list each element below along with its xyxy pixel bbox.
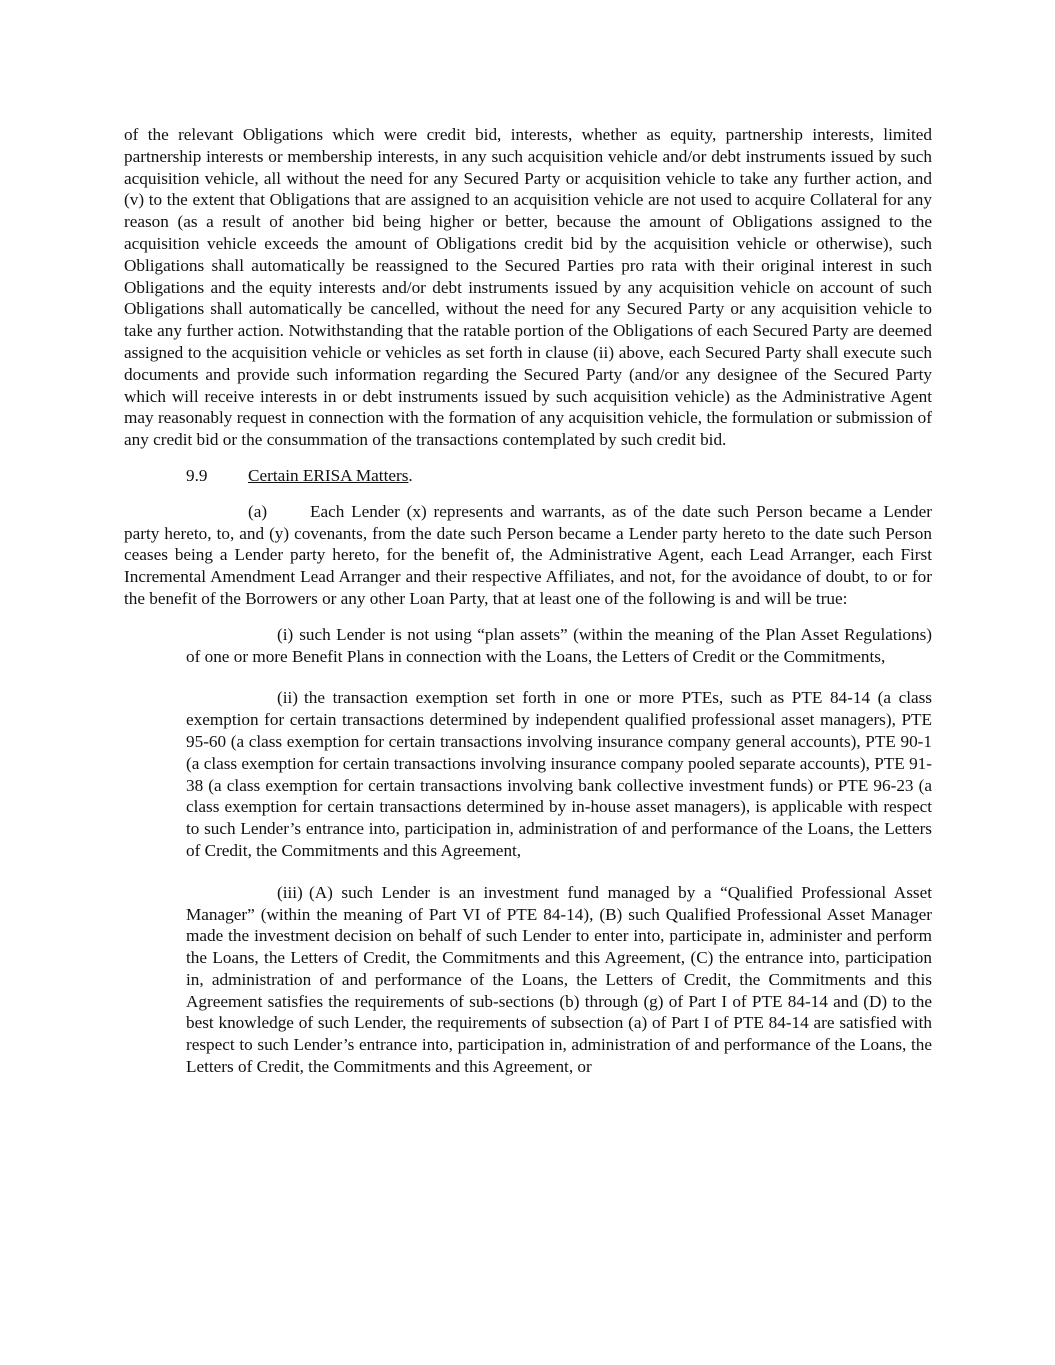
document-page [124, 124, 932, 1098]
section-heading [186, 465, 932, 487]
paragraph-a-text: Each Lender (x) represents and warrants, as of the date such Person became a Lender party hereto, to, and (y) covenants, from the date such Person became a Lender party hereto to the date such Person ceases being a Lender party hereto, for the benefit of, the Administrative Agent, each Lead Arranger, each First Incremental Amendment Lead Arranger and their respective Affiliates, and not, for the avoidance of doubt, to or for the benefit of the Borrowers or any other Loan Party, that at least one of the following is and will be true: [124, 501, 932, 608]
clause-iii-text: (A) such Lender is an investment fund managed by a “Qualified Professional Asset Manager” (within the meaning of Part VI of PTE 84-14), (B) such Qualified Professional Asset Manager made the investment decision on behalf of such Lender to enter into, participate in, administer and perform the Loans, the Letters of Credit, the Commitments and this Agreement, (C) the entrance into, participation in, administration of and performance of the Loans, the Letters of Credit, the Commitments and this Agreement satisfies the requirements of sub-sections (b) through (g) of Part I of PTE 84-14 and (D) to the best knowledge of such Lender, the requirements of subsection (a) of Part I of PTE 84-14 are satisfied with respect to such Lender’s entrance into, participation in, administration of and performance of the Loans, the Letters of Credit, the Commitments and this Agreement, or [186, 882, 932, 1077]
clause-iii-label: (iii) [277, 882, 303, 902]
clause-i-text: such Lender is not using “plan assets” (within the meaning of the Plan Asset Regulations) of one or more Benefit Plans in connection with the Loans, the Letters of Credit or the Commitments, [186, 624, 932, 666]
section-title: Certain ERISA Matters [248, 465, 409, 485]
continuation-paragraph: of the relevant Obligations which were credit bid, interests, whether as equity, partnership interests, limited partnership interests or membership interests, in any such acquisition vehicle and/or debt instruments issued by such acquisition vehicle, all without the need for any Secured Party or acquisition vehicle to take any further action, and (v) to the extent that Obligations that are assigned to an acquisition vehicle are not used to acquire Collateral for any reason (as a result of another bid being higher or better, because the amount of Obligations assigned to the acquisition vehicle exceeds the amount of Obligations credit bid by the acquisition vehicle or otherwise), such Obligations shall automatically be reassigned to the Secured Parties pro rata with their original interest in such Obligations and the equity interests and/or debt instruments issued by any acquisition vehicle on account of such Obligations shall automatically be cancelled, without the need for any Secured Party or any acquisition vehicle to take any further action. Notwithstanding that the ratable portion of the Obligations of each Secured Party are deemed assigned to the acquisition vehicle or vehicles as set forth in clause (ii) above, each Secured Party shall execute such documents and provide such information regarding the Secured Party (and/or any designee of the Secured Party which will receive interests in or debt instruments issued by such acquisition vehicle) as the Administrative Agent may reasonably request in connection with the formation of any acquisition vehicle, the formulation or submission of any credit bid or the consummation of the transactions contemplated by such credit bid. [124, 125, 932, 450]
clause-ii-label: (ii) [277, 688, 298, 708]
section-title-period: . [408, 465, 413, 485]
paragraph-a-label: (a) [248, 501, 268, 521]
clause-ii [186, 687, 932, 861]
section-number: 9.9 [186, 465, 208, 485]
paragraph-a [124, 501, 932, 610]
clause-ii-text: the transaction exemption set forth in one or more PTEs, such as PTE 84-14 (a class exemption for certain transactions determined by independent qualified professional asset managers), PTE 95-60 (a class exemption for certain transactions involving insurance company general accounts), PTE 90-1 (a class exemption for certain transactions involving insurance company pooled separate accounts), PTE 91-38 (a class exemption for certain transactions involving bank collective investment funds) or PTE 96-23 (a class exemption for certain transactions determined by in-house asset managers), is applicable with respect to such Lender’s entrance into, participation in, administration of and performance of the Loans, the Letters of Credit, the Commitments and this Agreement, [186, 688, 932, 860]
clause-iii [186, 882, 932, 1078]
clause-i-label: (i) [277, 624, 294, 644]
clause-i [186, 624, 932, 668]
